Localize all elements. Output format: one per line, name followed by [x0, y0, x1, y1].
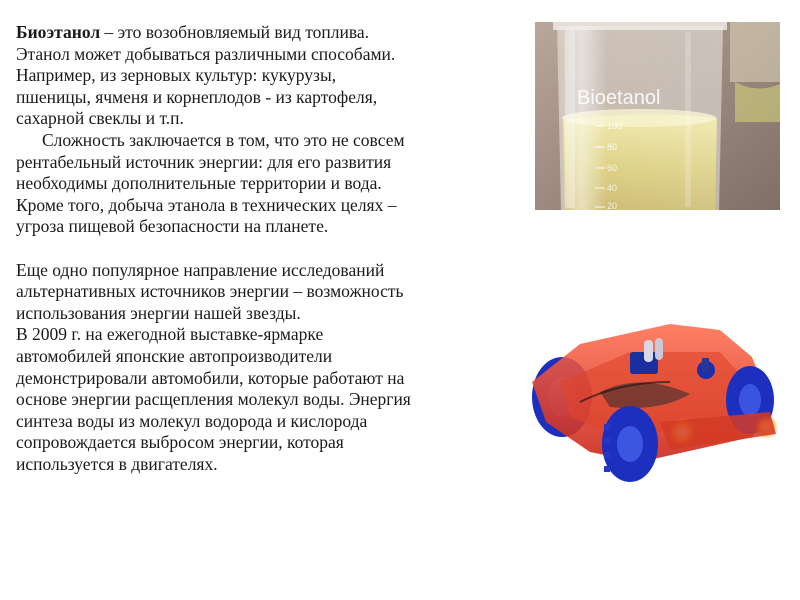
main-text	[16, 22, 521, 475]
line: пшеницы, ячменя и корнеплодов - из картофеля,	[16, 86, 378, 107]
water-powered-car-photo	[520, 312, 788, 490]
line: необходимы дополнительные территории и вода.	[16, 173, 382, 194]
beaker-tick: 40	[607, 183, 618, 193]
bioethanol-beaker-photo	[535, 22, 780, 210]
beaker-tick: 20	[607, 201, 618, 210]
beaker-tick: 60	[607, 163, 618, 173]
line: Например, из зерновых культур: кукурузы,	[16, 65, 337, 86]
line: сахарной свеклы и т.п.	[16, 108, 184, 129]
beaker-tick: 80	[607, 142, 618, 152]
line: – это возобновляемый вид топлива.	[100, 22, 370, 42]
paragraph-gap	[16, 238, 521, 260]
line: В 2009 г. на ежегодной выставке-ярмарке	[16, 324, 324, 345]
beaker-tick: 100	[607, 121, 623, 131]
line: сопровождается выбросом энергии, которая	[16, 432, 344, 453]
term-bioethanol: Биоэтанол	[16, 22, 101, 42]
line: Еще одно популярное направление исследований	[16, 259, 385, 280]
line: автомобилей японские автопроизводители	[16, 345, 333, 366]
line: синтеза воды из молекул водорода и кислорода	[16, 410, 368, 431]
line: Сложность заключается в том, что это не совсем	[42, 129, 405, 150]
line: использования энергии нашей звезды.	[16, 302, 301, 323]
line: альтернативных источников энергии – возможность	[16, 281, 404, 302]
line: используется в двигателях.	[16, 453, 218, 474]
line: Кроме того, добыча этанола в технических целях –	[16, 194, 397, 215]
line: Этанол может добываться различными способами.	[16, 43, 396, 64]
line: демонстрировали автомобили, которые работают на	[16, 367, 405, 388]
paragraph-bioethanol-intro	[16, 22, 521, 44]
beaker-label: Bioetanol	[577, 87, 661, 109]
line: рентабельный источник энергии: для его развития	[16, 151, 392, 172]
line: основе энергии расщепления молекул воды. Энергия	[16, 389, 411, 410]
line: угроза пищевой безопасности на планете.	[16, 216, 329, 237]
